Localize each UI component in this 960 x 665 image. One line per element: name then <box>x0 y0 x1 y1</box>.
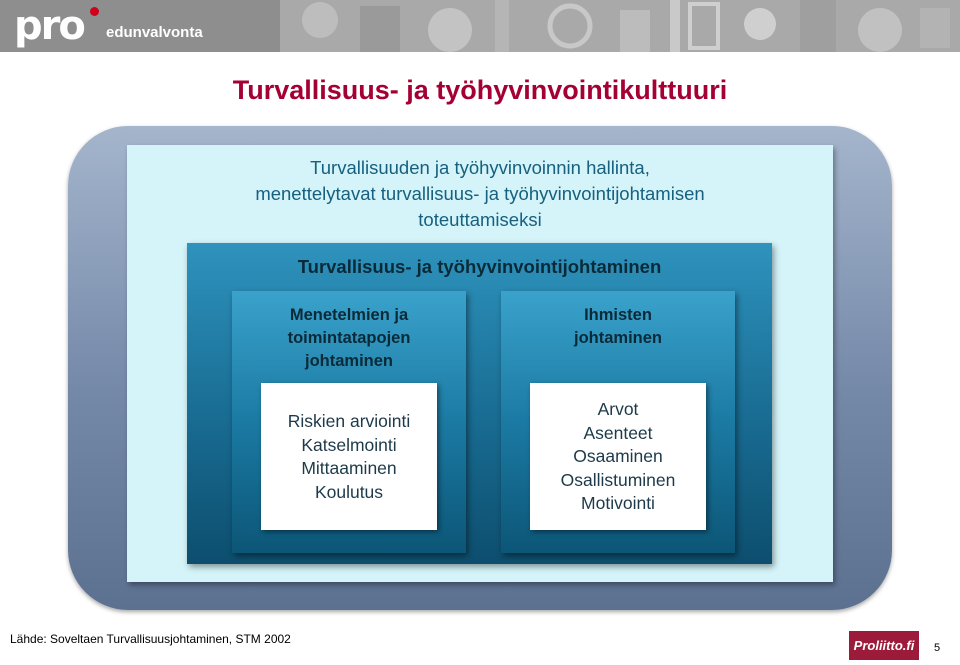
left-items-list <box>261 410 437 504</box>
right-items-list <box>530 398 706 516</box>
right-title-line: Ihmisten <box>584 306 652 324</box>
proliitto-logo[interactable]: Proliitto.fi <box>849 631 919 660</box>
left-title-line: johtaminen <box>304 352 393 370</box>
page-number: 5 <box>934 642 941 654</box>
outer-line: menettelytavat turvallisuus- ja työhyvinvointijohtamisen <box>255 183 705 204</box>
brand-subtitle: edunvalvonta <box>106 24 203 41</box>
middle-box-title: Turvallisuus- ja työhyvinvointijohtaminen <box>297 256 662 277</box>
header-bar <box>0 0 960 52</box>
pro-logo: pro <box>14 3 84 49</box>
left-column-title <box>232 304 466 373</box>
list-item: Riskien arviointi <box>287 411 411 431</box>
left-title-line: toimintatapojen <box>287 329 411 347</box>
page-title: Turvallisuus- ja työhyvinvointikulttuuri <box>232 75 728 105</box>
source-citation: Lähde: Soveltaen Turvallisuusjohtaminen, STM 2002 <box>10 632 291 646</box>
list-item: Osallistuminen <box>560 469 676 490</box>
right-column-title <box>501 304 735 350</box>
outer-line: Turvallisuuden ja työhyvinvoinnin hallinta, <box>310 157 650 178</box>
logo-dot <box>90 7 99 16</box>
list-item: Koulutus <box>314 481 384 502</box>
outer-line: toteuttamiseksi <box>418 209 542 230</box>
list-item: Osaaminen <box>573 446 663 466</box>
list-item: Arvot <box>597 399 639 419</box>
outer-box-text <box>127 155 833 233</box>
list-item: Motivointi <box>581 493 655 513</box>
list-item: Katselmointi <box>301 434 397 455</box>
right-title-line: johtaminen <box>573 329 662 347</box>
header-pattern-decoration <box>280 0 960 52</box>
left-title-line: Menetelmien ja <box>289 306 409 324</box>
list-item: Asenteet <box>583 422 653 443</box>
list-item: Mittaaminen <box>301 458 397 478</box>
